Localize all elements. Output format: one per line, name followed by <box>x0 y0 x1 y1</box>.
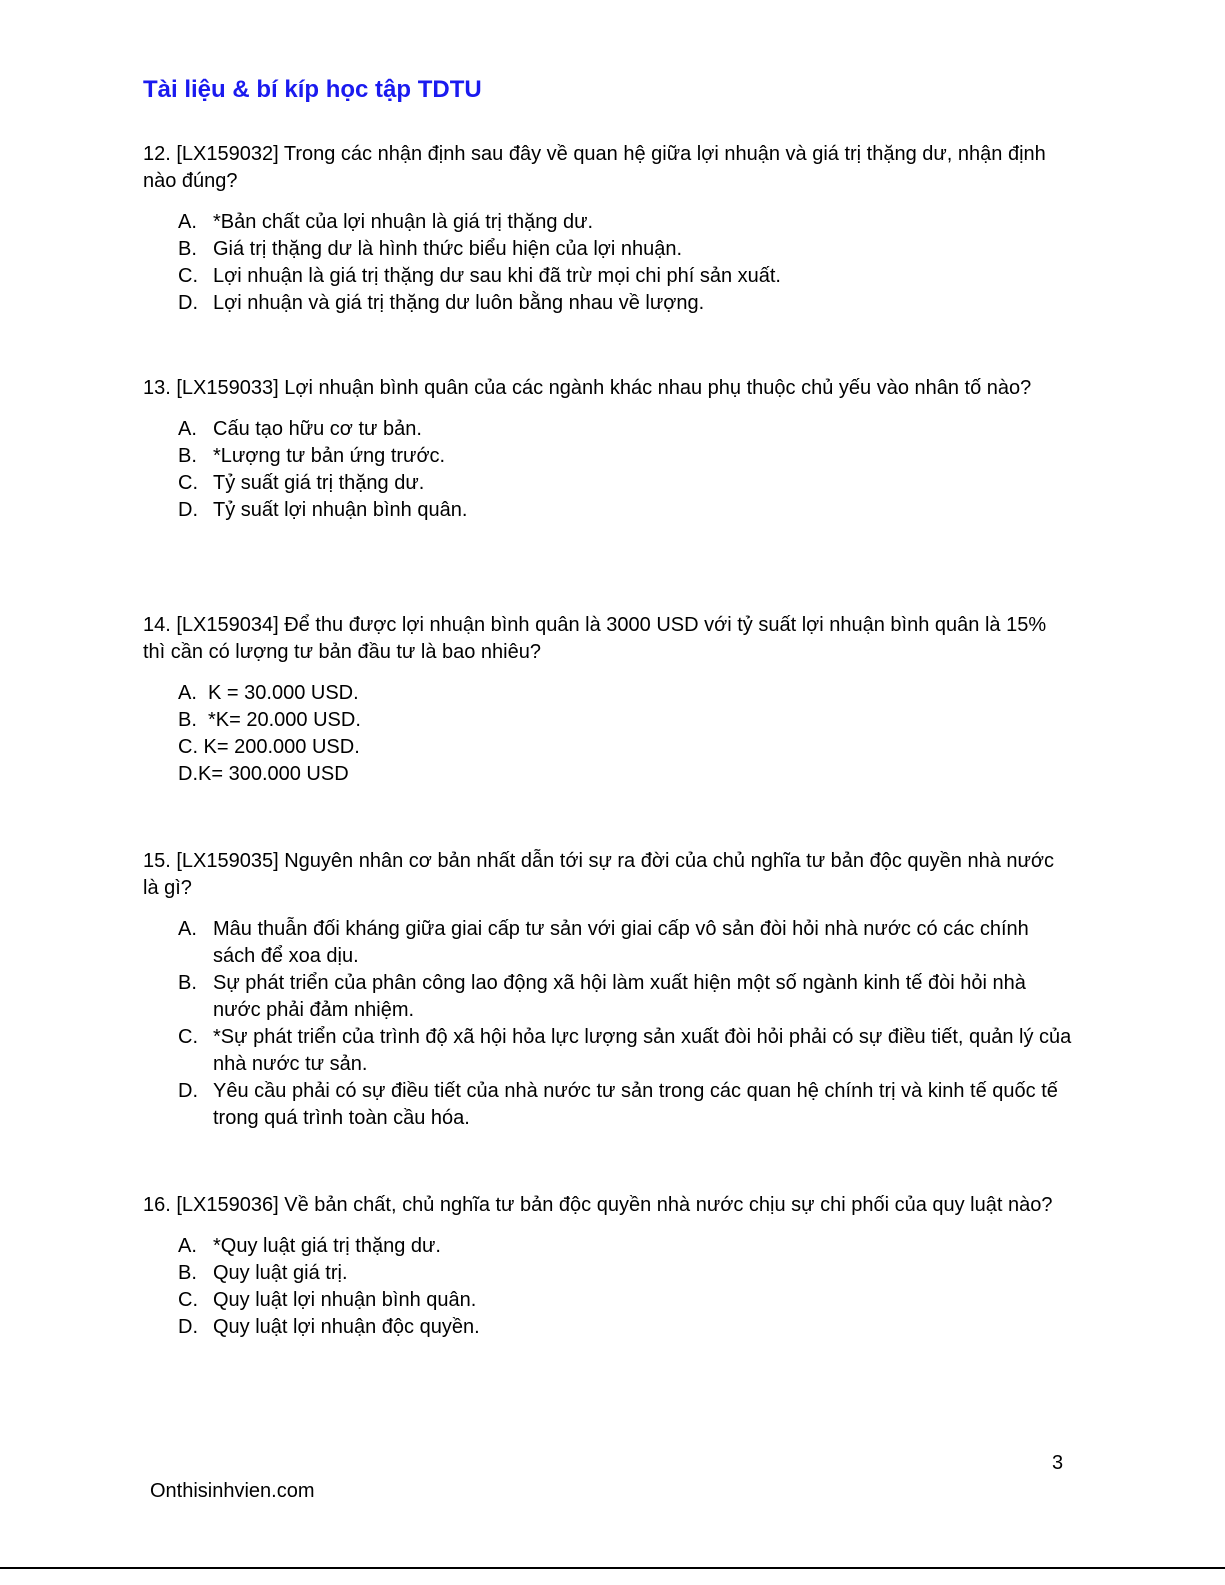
option-text: Yêu cầu phải có sự điều tiết của nhà nước tư sản trong các quan hệ chính trị và kinh tế quốc tế trong quá trình toàn cầu hóa. <box>213 1080 1058 1129</box>
option-text: Quy luật lợi nhuận bình quân. <box>213 1289 477 1311</box>
option-a <box>143 209 1073 236</box>
option-a <box>143 916 1073 970</box>
question-text: 16. [LX159036] Về bản chất, chủ nghĩa tư bản độc quyền nhà nước chịu sự chi phối của quy luật nào? <box>143 1194 1053 1216</box>
option-text: Tỷ suất giá trị thặng dư. <box>213 472 425 494</box>
option-letter: C. <box>178 1026 198 1048</box>
footer-site <box>150 1478 315 1502</box>
question-text: 15. [LX159035] Nguyên nhân cơ bản nhất dẫn tới sự ra đời của chủ nghĩa tư bản độc quyền nhà nước là gì? <box>143 850 1055 899</box>
option-c <box>143 1287 1073 1314</box>
question-15 <box>143 848 1073 1132</box>
option-text: Sự phát triển của phân công lao động xã hội làm xuất hiện một số ngành kinh tế đòi hỏi nhà nước phải đảm nhiệm. <box>213 972 1026 1021</box>
option-letter: A. <box>178 418 197 440</box>
option-text: Lợi nhuận và giá trị thặng dư luôn bằng nhau về lượng. <box>213 292 705 314</box>
option-list <box>143 416 1073 524</box>
option-text: *Bản chất của lợi nhuận là giá trị thặng dư. <box>213 211 594 233</box>
option-list <box>143 680 1073 788</box>
option-letter: A. <box>178 682 197 704</box>
footer-site-text: Onthisinhvien.com <box>150 1480 315 1502</box>
option-text: K= 300.000 USD <box>198 763 349 785</box>
option-text: Lợi nhuận là giá trị thặng dư sau khi đã trừ mọi chi phí sản xuất. <box>213 265 781 287</box>
option-d <box>143 497 1073 524</box>
page-number-text: 3 <box>1052 1452 1064 1474</box>
question-text: 14. [LX159034] Để thu được lợi nhuận bình quân là 3000 USD với tỷ suất lợi nhuận bình quân là 15% thì cần có lượng tư bản đầu tư là bao nhiêu? <box>143 614 1047 663</box>
option-text: Tỷ suất lợi nhuận bình quân. <box>213 499 468 521</box>
option-letter: D. <box>178 499 198 521</box>
option-letter: C. <box>178 265 198 287</box>
question-text: 12. [LX159032] Trong các nhận định sau đây về quan hệ giữa lợi nhuận và giá trị thặng dư, nhận định nào đúng? <box>143 143 1046 192</box>
option-a <box>143 1233 1073 1260</box>
option-letter: A. <box>178 918 197 940</box>
option-letter: C. <box>178 1289 198 1311</box>
option-a <box>143 416 1073 443</box>
option-a <box>143 680 1073 707</box>
question-14 <box>143 612 1073 788</box>
option-letter: D. <box>178 292 198 314</box>
question-12 <box>143 141 1073 317</box>
option-text: *Lượng tư bản ứng trước. <box>213 445 446 467</box>
option-text: Mâu thuẫn đối kháng giữa giai cấp tư sản với giai cấp vô sản đòi hỏi nhà nước có các chính sách để xoa dịu. <box>213 918 1029 967</box>
option-letter: B. <box>178 1262 197 1284</box>
option-text: *K= 20.000 USD. <box>196 709 361 731</box>
option-letter: C. <box>178 736 198 758</box>
option-text: Giá trị thặng dư là hình thức biểu hiện của lợi nhuận. <box>213 238 683 260</box>
option-letter: B. <box>178 445 197 467</box>
option-letter: D. <box>178 763 198 785</box>
option-c <box>143 470 1073 497</box>
option-b <box>143 236 1073 263</box>
page-title: Tài liệu & bí kíp học tập TDTU <box>143 76 482 103</box>
question-13 <box>143 375 1073 524</box>
option-letter: D. <box>178 1316 198 1338</box>
option-text: *Quy luật giá trị thặng dư. <box>213 1235 441 1257</box>
option-letter: B. <box>178 238 197 260</box>
option-text: Quy luật lợi nhuận độc quyền. <box>213 1316 480 1338</box>
option-b <box>143 1260 1073 1287</box>
option-text: Cấu tạo hữu cơ tư bản. <box>213 418 422 440</box>
question-text: 13. [LX159033] Lợi nhuận bình quân của các ngành khác nhau phụ thuộc chủ yếu vào nhân tố nào? <box>143 377 1032 399</box>
option-text: K = 30.000 USD. <box>196 682 359 704</box>
option-list <box>143 209 1073 317</box>
option-letter: A. <box>178 1235 197 1257</box>
option-letter: C. <box>178 472 198 494</box>
option-d <box>143 761 1073 788</box>
option-c <box>143 1024 1073 1078</box>
bottom-divider <box>0 1567 1225 1569</box>
option-d <box>143 290 1073 317</box>
option-b <box>143 707 1073 734</box>
option-text: Quy luật giá trị. <box>213 1262 348 1284</box>
option-letter: B. <box>178 972 197 994</box>
option-text: *Sự phát triển của trình độ xã hội hỏa lực lượng sản xuất đòi hỏi phải có sự điều tiết, quản lý của nhà nước tư sản. <box>213 1026 1072 1075</box>
question-16 <box>143 1192 1073 1341</box>
option-c <box>143 263 1073 290</box>
option-list <box>143 916 1073 1132</box>
option-letter: B. <box>178 709 197 731</box>
option-letter: A. <box>178 211 197 233</box>
option-d <box>143 1314 1073 1341</box>
option-text: K= 200.000 USD. <box>198 736 360 758</box>
option-c <box>143 734 1073 761</box>
option-d <box>143 1078 1073 1132</box>
page-number <box>1052 1450 1064 1474</box>
option-list <box>143 1233 1073 1341</box>
option-b <box>143 443 1073 470</box>
option-b <box>143 970 1073 1024</box>
option-letter: D. <box>178 1080 198 1102</box>
